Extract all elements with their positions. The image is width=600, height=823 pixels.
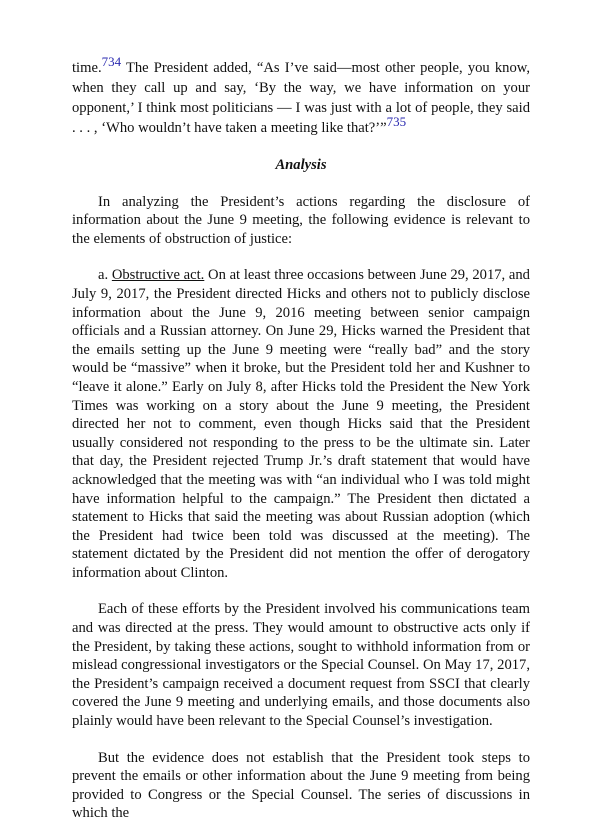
intro-text-quote: The President added, “As I’ve said—most other people, you know, when they call up and say, ‘By the way, we have information on your opponent,’ I think most politicians — I was just with a lot of people, they said . . . , ‘Who wouldn’t have taken a meeting like that?’” [72,60,530,136]
obstructive-act-label: Obstructive act. [111,267,205,284]
obstructive-act-text: On at least three occasions between June 29, 2017, and July 9, 2017, the President directed Hicks and others not to publicly disclose information about the June 9, 2016 meeting between senior campaign officials and a Russian attorney. On June 29, Hicks warned the President that the emails setting up the June 9 meeting were “really bad” and the story would be “massive” when it broke, but the President told her and Kushner to “leave it alone.” Early on July 8, after Hicks told the President the New York Times was working on a story about the June 9 meeting, the President directed her not to comment, even though Hicks said that the President usually considered not responding to the press to be the ultimate sin. Later that day, the President rejected Trump Jr.’s draft statement that would have acknowledged that the meeting was with “an individual who I was told might have information helpful to the campaign.” The President then dictated a statement to Hicks that said the meeting was about Russian adoption (which the President had twice been told was discussed at the meeting). The statement dictated by the President did not mention the offer of derogatory information about Clinton. [72,267,530,581]
obstructive-act-paragraph [72,266,530,582]
section-heading-analysis: Analysis [275,157,327,173]
footnote-ref-735[interactable]: 735 [386,114,407,129]
analysis-paragraph: In analyzing the President’s actions regarding the disclosure of information about the June 9 meeting, the following evidence is relevant to the elements of obstruction of justice: [72,193,530,247]
intro-paragraph [72,54,530,138]
list-label-prefix: a. [98,267,112,284]
document-page [72,54,530,823]
efforts-paragraph: Each of these efforts by the President involved his communications team and was directed at the press. They would amount to obstructive acts only if the President, by taking these actions, sought to withhold information from or mislead congressional investigators or the Special Counsel. On May 17, 2017, the President’s campaign received a document request from SSCI that clearly covered the June 9 meeting and underlying emails, and those documents also plainly would have been relevant to the Special Counsel’s investigation. [72,601,530,730]
footnote-ref-734[interactable]: 734 [101,54,122,69]
intro-text-start: time. [72,60,102,76]
evidence-paragraph: But the evidence does not establish that the President took steps to prevent the emails or other information about the June 9 meeting from being provided to Congress or the Special Counsel. The series of discussions in which the [72,749,530,822]
